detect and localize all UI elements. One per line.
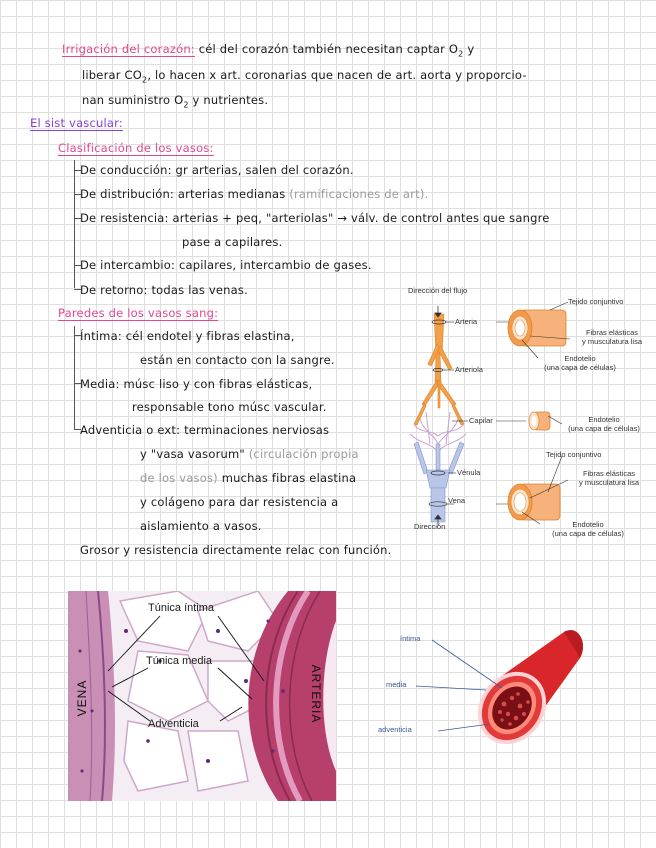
pared-adventicia-cont4 xyxy=(140,519,262,533)
pared-adventicia-cont3 xyxy=(140,495,338,509)
direccion-flujo-text: Dirección del flujo xyxy=(408,286,468,295)
pared-text: y colágeno para dar resistencia a xyxy=(140,495,339,509)
adventicia-illustration-text: adventicia xyxy=(378,725,412,734)
subscript: 2 xyxy=(142,75,148,85)
pared-text: cél endotel y fibras elastina, xyxy=(125,329,295,343)
arteria-vertical-label xyxy=(309,664,323,724)
clasif-text: capilares, intercambio de gases. xyxy=(178,258,372,272)
sist-vascular-title-text: El sist vascular: xyxy=(30,116,123,130)
clasif-text: gr arterias, salen del corazón. xyxy=(175,163,354,177)
clasificacion-bracket xyxy=(74,160,75,288)
endotelio-3-label xyxy=(538,520,638,538)
tejido-conjuntivo-1-label xyxy=(568,297,623,306)
fibras-elasticas-2-label xyxy=(568,469,650,487)
tejido-conjuntivo-2-label xyxy=(546,450,601,459)
arteria-text: Arteria xyxy=(455,317,478,326)
tunica-media-label xyxy=(146,655,212,667)
pared-text: están en contacto con la sangre. xyxy=(140,353,335,367)
clasif-label: De resistencia: xyxy=(80,211,169,225)
intima-label xyxy=(400,634,420,643)
pared-adventicia-cont1 xyxy=(140,447,359,461)
tejido-conjuntivo-1-text: Tejido conjuntivo xyxy=(568,297,624,306)
fibras-elasticas-1-label xyxy=(572,328,652,346)
venula-text: Vénula xyxy=(457,468,481,477)
vessel-diagram-art xyxy=(400,284,652,544)
irrigacion-line-1 xyxy=(62,42,474,58)
clasif-resistencia-cont xyxy=(182,235,282,249)
pared-label: Media: xyxy=(80,377,120,391)
histology-art xyxy=(68,591,336,801)
endotelio-1-label xyxy=(530,354,630,372)
tunica-intima-text: Túnica íntima xyxy=(148,602,215,614)
endotelio-3a-text: Endotelio xyxy=(572,520,604,529)
pared-label: Adventicia o ext: xyxy=(80,423,181,437)
clasif-aside: (ramificaciones de art). xyxy=(289,187,429,201)
arteriola-text: Arteriola xyxy=(455,365,483,374)
paredes-title-text: Paredes de los vasos sang: xyxy=(58,306,219,320)
pared-intima xyxy=(80,329,295,343)
direccion-text: Dirección xyxy=(414,522,446,531)
capilar-text: Capilar xyxy=(469,416,493,425)
clasif-conduccion xyxy=(80,163,354,177)
pared-text: aislamiento a vasos. xyxy=(140,519,262,533)
pared-media xyxy=(80,377,312,391)
vena-vertical-label xyxy=(75,678,89,718)
pared-adventicia-cont2 xyxy=(140,471,356,485)
clasif-distribucion xyxy=(80,187,428,201)
irrigacion-text-1b: y xyxy=(463,42,475,56)
pared-label: Íntima: xyxy=(80,329,122,343)
pared-aside: (circulación propia xyxy=(248,447,359,461)
sist-vascular-title xyxy=(30,116,123,130)
venula-label xyxy=(457,468,480,477)
irrigacion-text-1: cél del corazón también necesitan captar O xyxy=(198,42,459,56)
fibras-elasticas-1b-text: y musculatura lisa xyxy=(581,337,643,346)
vena-label xyxy=(448,496,465,505)
clasif-text: arterias + peq, "arteriolas" → válv. de control antes que sangre xyxy=(172,211,550,225)
tunica-intima-label xyxy=(148,602,214,614)
endotelio-1b-text: (una capa de células) xyxy=(544,363,616,372)
clasif-retorno xyxy=(80,283,248,297)
clasificacion-title-text: Clasificación de los vasos: xyxy=(58,141,214,155)
media-text: media xyxy=(386,680,407,689)
irrigacion-text-3a: nan suministro O xyxy=(82,93,184,107)
vessel-diagram xyxy=(400,284,652,544)
pared-adventicia xyxy=(80,423,329,437)
clasif-label: De retorno: xyxy=(80,283,148,297)
pared-text: músc liso y con fibras elásticas, xyxy=(123,377,313,391)
fibras-elasticas-2a-text: Fibras elásticas xyxy=(582,469,636,478)
clasif-text: arterias medianas xyxy=(177,187,286,201)
irrigacion-text-2b: , lo hacen x art. coronarias que nacen de art. aorta y proporcio- xyxy=(147,68,527,82)
irrigacion-line-2 xyxy=(82,68,527,84)
fibras-elasticas-1a-text: Fibras elásticas xyxy=(585,328,639,337)
clasif-intercambio xyxy=(80,258,372,272)
capilar-label xyxy=(469,416,493,425)
clasif-label: De distribución: xyxy=(80,187,175,201)
vena-vertical-text: VENA xyxy=(75,679,89,717)
media-label xyxy=(386,680,406,689)
paredes-bracket xyxy=(74,326,75,430)
artery-illustration-art xyxy=(374,624,584,754)
pared-intima-cont xyxy=(140,353,335,367)
pared-media-cont xyxy=(132,400,327,414)
arteriola-label xyxy=(455,365,483,374)
pared-text: muchas fibras elastina xyxy=(217,471,357,485)
pared-aside: de los vasos) xyxy=(140,471,218,485)
histology-micrograph xyxy=(68,591,336,801)
endotelio-2a-text: Endotelio xyxy=(588,415,620,424)
clasif-label: De intercambio: xyxy=(80,258,176,272)
artery-illustration xyxy=(374,624,584,754)
direccion-label xyxy=(414,522,445,531)
subscript: 2 xyxy=(458,49,464,59)
clasif-text: pase a capilares. xyxy=(182,235,283,249)
pared-text: terminaciones nerviosas xyxy=(184,423,330,437)
clasif-label: De conducción: xyxy=(80,163,172,177)
intima-text: íntima xyxy=(400,634,421,643)
adventicia-label xyxy=(148,718,199,730)
direccion-flujo-label xyxy=(408,286,468,295)
pared-text: y "vasa vasorum" xyxy=(140,447,245,461)
endotelio-1a-text: Endotelio xyxy=(564,354,596,363)
grosor-text: Grosor y resistencia directamente relac con función. xyxy=(80,543,392,557)
clasificacion-title xyxy=(58,141,214,155)
vena-text: Vena xyxy=(448,496,466,505)
adventicia-text: Adventicia xyxy=(148,718,199,730)
adventicia-illustration-label xyxy=(378,725,412,734)
tunica-media-text: Túnica media xyxy=(146,655,213,667)
endotelio-2-label xyxy=(556,415,652,433)
irrigacion-text-2a: liberar CO xyxy=(82,68,143,82)
grosor-line xyxy=(80,543,391,557)
tejido-conjuntivo-2-text: Tejido conjuntivo xyxy=(546,450,602,459)
fibras-elasticas-2b-text: y musculatura lisa xyxy=(578,478,640,487)
arteria-vertical-text: ARTERIA xyxy=(309,664,323,724)
endotelio-3b-text: (una capa de células) xyxy=(552,529,624,538)
endotelio-2b-text: (una capa de células) xyxy=(568,424,640,433)
clasif-text: todas las venas. xyxy=(151,283,248,297)
subscript: 2 xyxy=(183,100,189,110)
pared-text: responsable tono músc vascular. xyxy=(132,400,327,414)
irrigacion-title: Irrigación del corazón: xyxy=(62,42,195,56)
paredes-title xyxy=(58,306,218,320)
clasif-resistencia xyxy=(80,211,550,225)
irrigacion-text-3b: y nutrientes. xyxy=(188,93,269,107)
irrigacion-line-3 xyxy=(82,93,268,109)
arteria-label xyxy=(455,317,477,326)
